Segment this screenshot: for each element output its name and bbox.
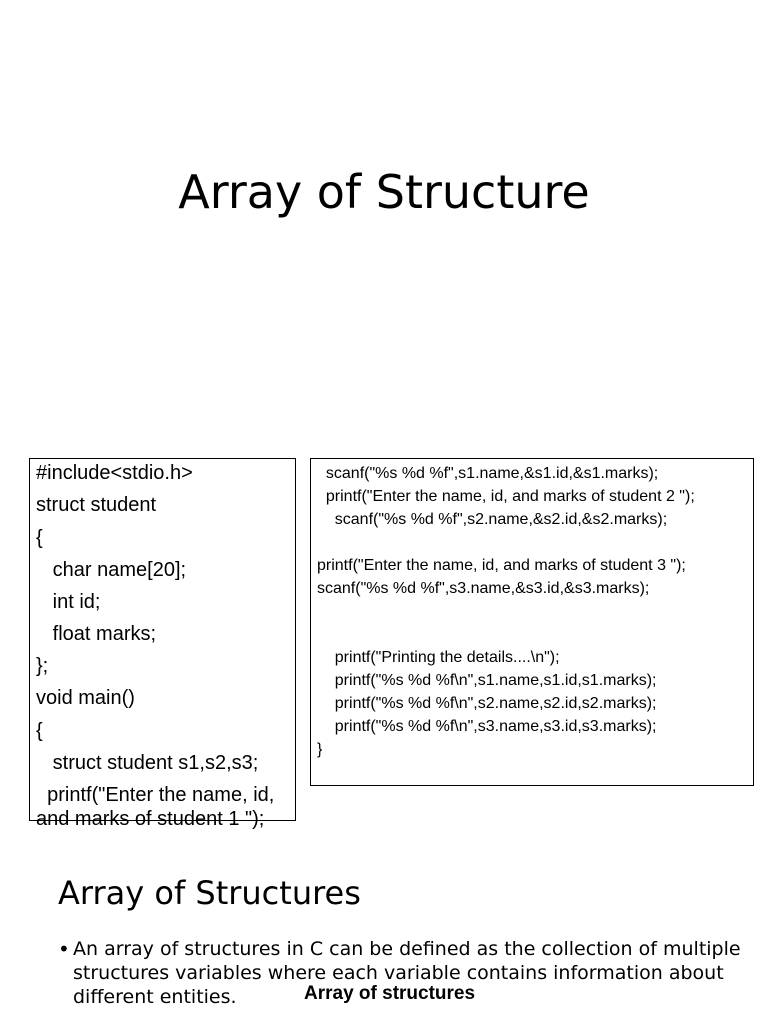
code-line-right-3: scanf("%s %d %f",s2.name,&s2.id,&s2.marks); — [317, 511, 668, 528]
code-line-left-5: int id; — [36, 591, 101, 613]
bullet-marker: • — [58, 937, 70, 961]
figure-caption: Array of structures — [304, 983, 476, 1004]
code-line-left-12: and marks of student 1 "); — [36, 808, 265, 830]
bullet-line-1: An array of structures in C can be defined as the collection of multiple — [73, 938, 741, 960]
code-line-right-1: scanf("%s %d %f",s1.name,&s1.id,&s1.marks); — [317, 465, 659, 482]
bullet-line-2: structures variables where each variable contains information about — [73, 962, 724, 984]
section-heading: Array of Structures — [58, 874, 361, 912]
bullet-line-3: different entities. — [73, 986, 237, 1008]
code-line-left-3: { — [36, 527, 43, 549]
code-line-right-7: printf("%s %d %f\n",s1.name,s1.id,s1.marks); — [317, 672, 657, 689]
code-line-left-9: { — [36, 720, 43, 742]
code-line-left-4: char name[20]; — [36, 559, 187, 581]
code-line-left-1: #include<stdio.h> — [36, 462, 193, 484]
code-line-right-5: scanf("%s %d %f",s3.name,&s3.id,&s3.marks); — [317, 580, 650, 597]
code-line-left-2: struct student — [36, 494, 157, 516]
code-line-left-6: float marks; — [36, 623, 157, 645]
code-line-right-10: } — [317, 741, 323, 758]
code-line-left-7: }; — [36, 655, 49, 677]
code-line-right-8: printf("%s %d %f\n",s2.name,s2.id,s2.marks); — [317, 695, 657, 712]
code-line-left-11: printf("Enter the name, id, — [36, 784, 275, 806]
code-line-right-2: printf("Enter the name, id, and marks of student 2 "); — [317, 488, 695, 505]
code-line-right-6: printf("Printing the details....\n"); — [317, 649, 560, 666]
code-line-right-4: printf("Enter the name, id, and marks of student 3 "); — [317, 557, 686, 574]
code-line-right-9: printf("%s %d %f\n",s3.name,s3.id,s3.marks); — [317, 718, 657, 735]
slide-title: Array of Structure — [178, 165, 590, 219]
code-line-left-8: void main() — [36, 687, 135, 709]
code-line-left-10: struct student s1,s2,s3; — [36, 752, 259, 774]
